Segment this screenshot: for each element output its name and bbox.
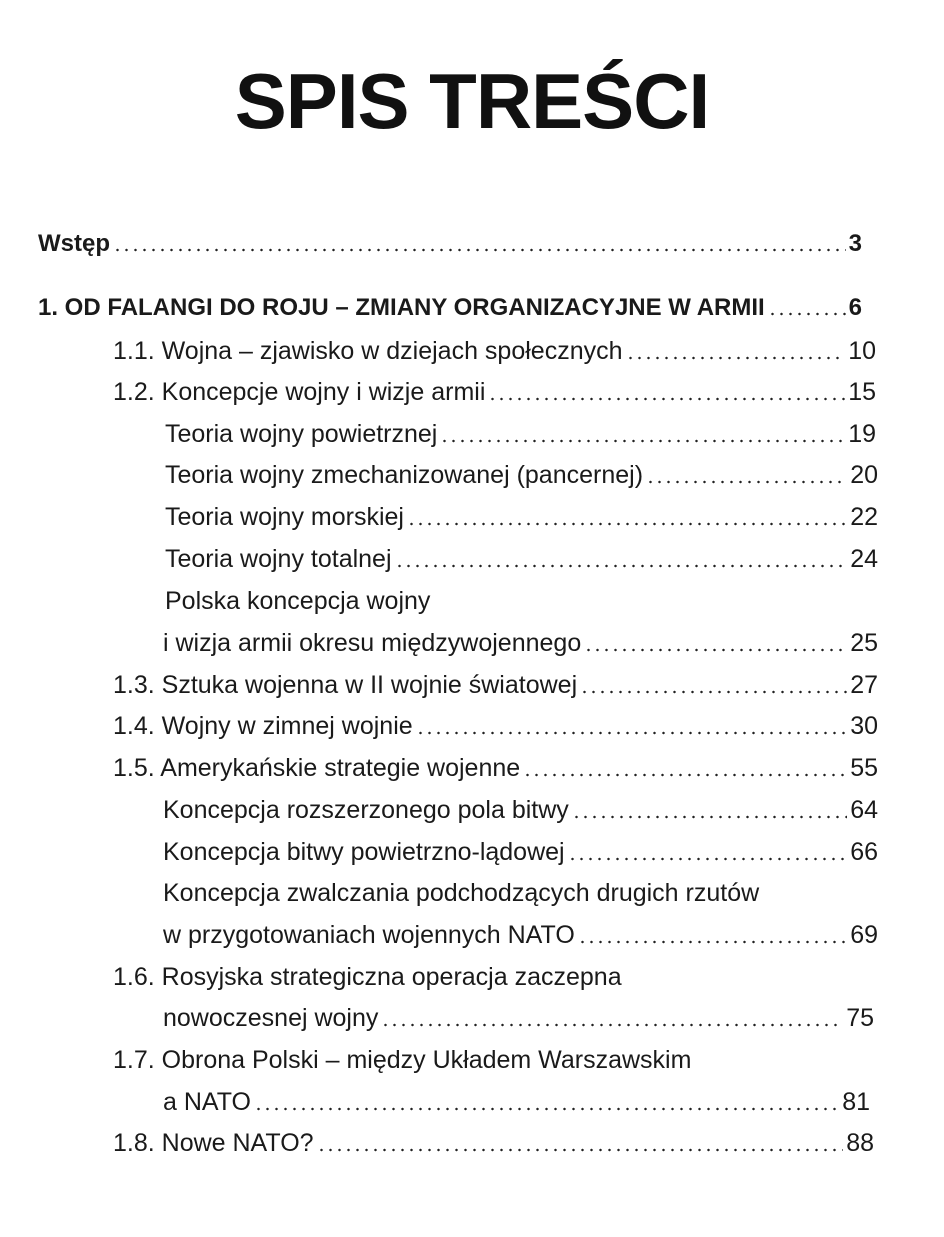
toc-entry-page: 6 (848, 294, 862, 322)
toc-entry-title: Teoria wojny zmechanizowanej (pancernej) (165, 461, 644, 490)
toc-entry-sub (165, 409, 876, 449)
dot-leader (580, 689, 847, 695)
toc-entry-sub (163, 827, 878, 867)
toc-entry-sub (165, 534, 878, 574)
dot-leader (646, 479, 847, 485)
toc-entry-page: 88 (846, 1129, 874, 1158)
toc-entry-page: 55 (850, 754, 878, 783)
toc-entry-page: 10 (848, 337, 876, 366)
toc-entry-title: w przygotowaniach wojennych NATO (163, 921, 575, 950)
toc-entry-title: Teoria wojny morskiej (165, 503, 404, 532)
toc-entry-page: 25 (850, 629, 878, 658)
dot-leader (113, 247, 846, 253)
toc-entry-1-3 (113, 660, 878, 700)
toc-entry-line1: 1.7. Obrona Polski – między Układem Warszawskim (113, 1046, 692, 1074)
toc-entry-1-2 (113, 367, 876, 407)
toc-entry-page: 69 (850, 921, 878, 950)
toc-entry-title: 1.8. Nowe NATO? (113, 1129, 314, 1158)
toc-entry-line1: Koncepcja zwalczania podchodzących drugich rzutów (163, 879, 760, 907)
toc-entry-chapter-1 (38, 282, 862, 322)
toc-entry-title: i wizja armii okresu międzywojennego (163, 629, 582, 658)
dot-leader (407, 521, 847, 527)
dot-leader (488, 396, 845, 402)
dot-leader (523, 772, 847, 778)
toc-entry-1-8 (113, 1118, 874, 1158)
dot-leader (568, 856, 848, 862)
toc-entry-title: 1.2. Koncepcje wojny i wizje armii (113, 378, 486, 407)
toc-entry-page: 20 (850, 461, 878, 490)
toc-entry-page: 24 (850, 545, 878, 574)
dot-leader (768, 311, 846, 317)
toc-entry-1-4 (113, 701, 878, 741)
toc-entry-title: 1.5. Amerykańskie strategie wojenne (113, 754, 521, 783)
toc-entry-title: 1.4. Wojny w zimnej wojnie (113, 712, 413, 741)
dot-leader (626, 355, 846, 361)
toc-entry-1-5 (113, 743, 878, 783)
dot-leader (317, 1147, 844, 1153)
page-title: SPIS TREŚCI (234, 57, 710, 145)
toc-entry-page: 64 (850, 796, 878, 825)
dot-leader (416, 730, 848, 736)
toc-entry-intro (38, 218, 862, 258)
toc-entry-title: Teoria wojny totalnej (165, 545, 392, 574)
toc-entry-line1: 1.6. Rosyjska strategiczna operacja zaczepna (113, 963, 622, 991)
toc-entry-title: Koncepcja rozszerzonego pola bitwy (163, 796, 569, 825)
toc-entry-sub (165, 450, 878, 490)
dot-leader (578, 939, 847, 945)
toc-entry-title: Wstęp (38, 230, 110, 258)
toc-entry-page: 75 (846, 1004, 874, 1033)
toc-entry-title: Koncepcja bitwy powietrzno-lądowej (163, 838, 565, 867)
dot-leader (572, 814, 847, 820)
toc-entry-title: 1. OD FALANGI DO ROJU – ZMIANY ORGANIZACYJNE W ARMII (38, 294, 765, 322)
toc-entry-title: 1.3. Sztuka wojenna w II wojnie światowej (113, 671, 578, 700)
toc-entry-1-7 (163, 1077, 870, 1117)
toc-entry-sub (163, 910, 878, 950)
dot-leader (584, 647, 847, 653)
toc-entry-page: 30 (850, 712, 878, 741)
toc-entry-title: a NATO (163, 1088, 251, 1117)
toc-entry-page: 27 (850, 671, 878, 700)
dot-leader (381, 1022, 843, 1028)
toc-entry-page: 66 (850, 838, 878, 867)
dot-leader (440, 438, 845, 444)
toc-entry-sub (163, 618, 878, 658)
toc-entry-page: 15 (848, 378, 876, 407)
toc-entry-1-6 (163, 993, 874, 1033)
toc-entry-title: 1.1. Wojna – zjawisko w dziejach społecznych (113, 337, 623, 366)
dot-leader (395, 563, 848, 569)
toc-entry-title: nowoczesnej wojny (163, 1004, 379, 1033)
toc-entry-1-1 (113, 326, 876, 366)
toc-entry-title: Teoria wojny powietrznej (165, 420, 438, 449)
toc-entry-page: 19 (848, 420, 876, 449)
toc-entry-sub (165, 492, 878, 532)
toc-entry-page: 22 (850, 503, 878, 532)
toc-entry-page: 3 (848, 230, 862, 258)
dot-leader (254, 1106, 839, 1112)
toc-entry-sub (163, 785, 878, 825)
toc-entry-page: 81 (842, 1088, 870, 1117)
toc-entry-line1: Polska koncepcja wojny (165, 587, 431, 615)
